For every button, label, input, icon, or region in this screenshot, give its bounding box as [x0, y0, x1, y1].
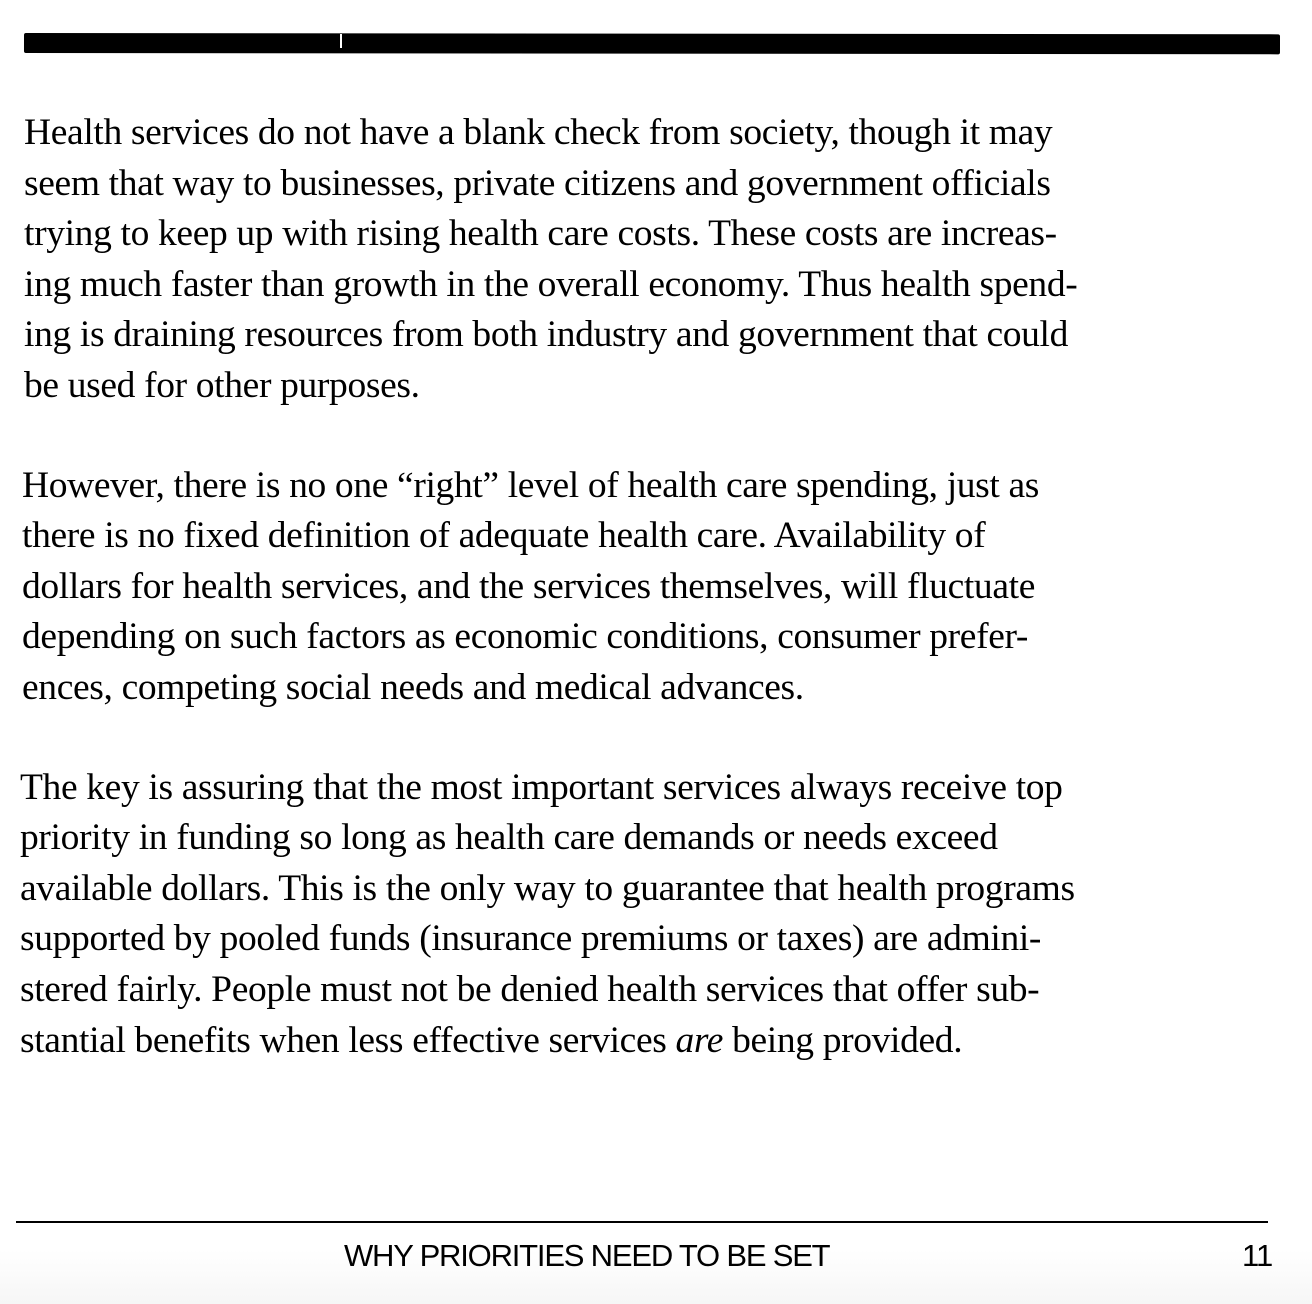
text-line: depending on such factors as economic conditions, consumer prefer-	[22, 616, 1029, 658]
paragraph-1	[24, 108, 1284, 412]
text-line: available dollars. This is the only way to guarantee that health programs	[20, 867, 1075, 909]
footer-rule	[16, 1221, 1268, 1223]
running-footer-title: WHY PRIORITIES NEED TO BE SET	[344, 1238, 830, 1273]
header-rule-gap	[340, 34, 342, 48]
text-line: seem that way to businesses, private citizens and government officials	[24, 162, 1051, 204]
text-line: supported by pooled funds (insurance premiums or taxes) are admini-	[20, 918, 1042, 960]
text-line: ences, competing social needs and medical advances.	[22, 666, 804, 708]
text-line: be used for other purposes.	[24, 364, 420, 406]
text-line: stered fairly. People must not be denied health services that offer sub-	[20, 968, 1040, 1010]
paragraph-2	[22, 461, 1284, 714]
emphasized-word: are	[675, 1019, 724, 1061]
text-line: ing much faster than growth in the overall economy. Thus health spend-	[24, 263, 1078, 305]
text-line: trying to keep up with rising health care costs. These costs are increas-	[24, 213, 1057, 255]
text-line: dollars for health services, and the services themselves, will fluctuate	[22, 565, 1035, 607]
text-line: However, there is no one “right” level of health care spending, just as	[22, 464, 1040, 506]
text-line-last	[20, 1016, 1284, 1067]
body-text	[20, 108, 1284, 1115]
paragraph-3	[20, 763, 1284, 1067]
text-segment: being provided.	[723, 1019, 963, 1061]
header-rule	[24, 33, 1280, 54]
text-segment: stantial benefits when less effective services	[20, 1019, 676, 1061]
text-line: priority in funding so long as health care demands or needs exceed	[20, 817, 998, 859]
page-number: 11	[1242, 1238, 1273, 1273]
text-line: ing is draining resources from both industry and government that could	[24, 314, 1069, 356]
text-line: The key is assuring that the most important services always receive top	[20, 766, 1063, 808]
text-line: Health services do not have a blank check from society, though it may	[24, 112, 1053, 153]
text-line: there is no fixed definition of adequate health care. Availability of	[22, 515, 986, 557]
